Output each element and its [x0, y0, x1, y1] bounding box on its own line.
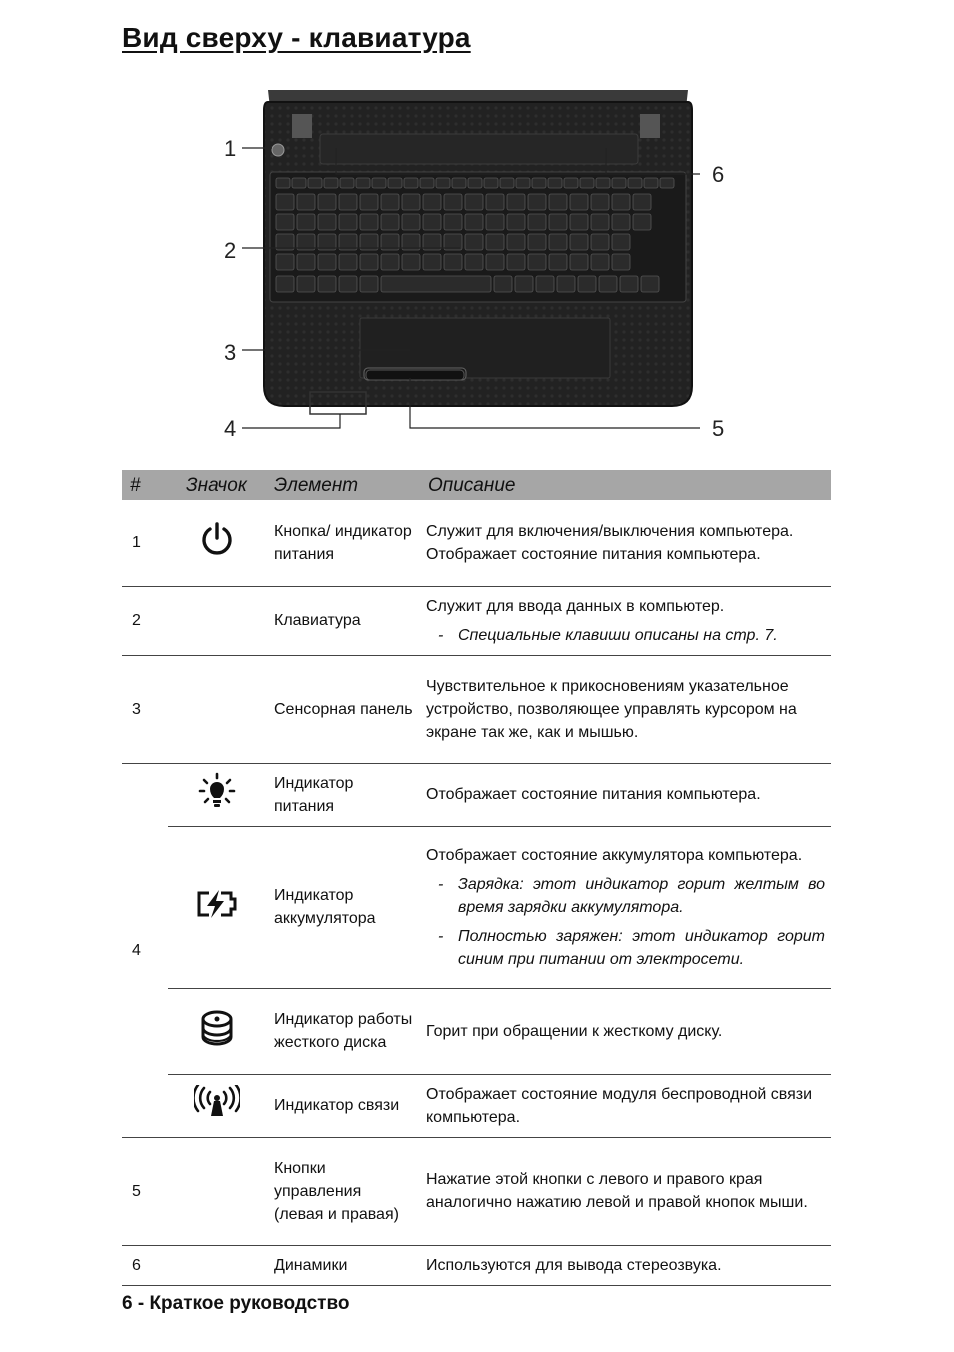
header-num: # [122, 470, 168, 500]
row-description: Отображает состояние аккумулятора компьютера. [426, 846, 803, 864]
keyboard-key [423, 254, 441, 270]
keyboard-key [360, 254, 378, 270]
keyboard-key [356, 178, 370, 188]
keyboard-key [276, 178, 290, 188]
keyboard-key [340, 178, 354, 188]
row-element: Кнопка/ индикатор питания [266, 500, 420, 586]
row-number: 1 [122, 500, 168, 586]
keyboard-key [436, 178, 450, 188]
keyboard-key [507, 254, 525, 270]
keyboard-key [516, 178, 530, 188]
keyboard-key [465, 234, 483, 250]
keyboard-key [381, 254, 399, 270]
keyboard-key [620, 276, 638, 292]
table-row [122, 655, 831, 763]
battery-charging-icon [195, 889, 239, 919]
keyboard-key [339, 254, 357, 270]
keyboard-key [549, 214, 567, 230]
keyboard-key [318, 254, 336, 270]
table-row [122, 826, 831, 988]
bullet-dash: - [438, 626, 444, 644]
callout-5: 5 [712, 416, 725, 441]
keyboard-key [360, 214, 378, 230]
row-element: Кнопки управления (левая и правая) [266, 1137, 420, 1245]
bullet-item [426, 873, 825, 919]
keyboard-key [570, 194, 588, 210]
keyboard-key [292, 178, 306, 188]
table-row [122, 1074, 831, 1137]
callout-1: 1 [224, 136, 237, 161]
keyboard-key [507, 194, 525, 210]
keyboard-key [591, 234, 609, 250]
table-row [122, 500, 831, 586]
keyboard-key [528, 194, 546, 210]
keyboard-key [641, 276, 659, 292]
row-description: Чувствительное к прикосновениям указательное устройство, позволяющее управлять курсором на экране так же, как и мышью. [420, 655, 831, 763]
bullet-item [426, 624, 825, 647]
keyboard-key [486, 254, 504, 270]
keyboard-key [564, 178, 578, 188]
keyboard-key [612, 234, 630, 250]
keyboard-key [660, 178, 674, 188]
header-element: Элемент [266, 470, 420, 500]
callout-6: 6 [712, 162, 725, 187]
keyboard-key [633, 214, 651, 230]
keyboard-key [549, 234, 567, 250]
keyboard-key [402, 214, 420, 230]
keyboard-key [318, 214, 336, 230]
keyboard-key [360, 194, 378, 210]
keyboard-key [536, 276, 554, 292]
keyboard-key [494, 276, 512, 292]
keyboard-key [339, 276, 357, 292]
keyboard-key [612, 194, 630, 210]
table-header [122, 470, 831, 500]
keyboard-key [276, 214, 294, 230]
wireless-icon [194, 1085, 240, 1119]
page-title: Вид сверху - клавиатура [122, 22, 471, 53]
keyboard-key [360, 276, 378, 292]
row-number: 3 [122, 655, 168, 763]
keyboard-key [402, 254, 420, 270]
power-button [272, 144, 284, 156]
keyboard-key [528, 214, 546, 230]
header-icon: Значок [168, 470, 266, 500]
hdd-icon [199, 1009, 235, 1047]
keyboard-key [486, 214, 504, 230]
keyboard-key [465, 194, 483, 210]
keyboard-key [596, 178, 610, 188]
keyboard-key [528, 234, 546, 250]
keyboard-key [388, 178, 402, 188]
bullet-text: Полностью заряжен: этот индикатор горит синим при питании от электросети. [458, 927, 825, 968]
keyboard-key [500, 178, 514, 188]
keyboard-key [381, 276, 491, 292]
keyboard-key [484, 178, 498, 188]
keyboard-key [420, 178, 434, 188]
keyboard-key [276, 254, 294, 270]
keyboard-key [633, 194, 651, 210]
keyboard-key [528, 254, 546, 270]
row-number: 4 [122, 763, 168, 1137]
keyboard-key [549, 194, 567, 210]
callout-3: 3 [224, 340, 237, 365]
keyboard-key [308, 178, 322, 188]
laptop-top-view-figure [220, 88, 740, 448]
row-description: Горит при обращении к жесткому диску. [420, 988, 831, 1074]
bullet-dash: - [438, 927, 444, 945]
keyboard-key [612, 178, 626, 188]
page-footer: 6 - Краткое руководство [122, 1293, 350, 1314]
keyboard-key [465, 254, 483, 270]
keyboard-key [276, 194, 294, 210]
keyboard-key [507, 234, 525, 250]
row-number: 5 [122, 1137, 168, 1245]
row-description: Служит для включения/выключения компьютера. Отображает состояние питания компьютера. [420, 500, 831, 586]
table-row [122, 1137, 831, 1245]
keyboard-key [444, 254, 462, 270]
row-number: 2 [122, 586, 168, 655]
keyboard-key [591, 214, 609, 230]
keyboard-key [381, 194, 399, 210]
row-element: Клавиатура [266, 586, 420, 655]
power-light-icon [198, 772, 236, 810]
keyboard-key [465, 214, 483, 230]
keyboard-key [297, 194, 315, 210]
keyboard-key [628, 178, 642, 188]
row-description: Отображает состояние модуля беспроводной связи компьютера. [420, 1074, 831, 1137]
touchpad-right-button [366, 370, 464, 380]
row-element: Индикатор аккумулятора [266, 826, 420, 988]
speaker-grille [320, 134, 638, 164]
keyboard-key [570, 234, 588, 250]
table-row [122, 586, 831, 655]
keyboard-key [515, 276, 533, 292]
keyboard-key [372, 178, 386, 188]
right-hinge [640, 114, 660, 138]
keyboard-key [402, 194, 420, 210]
bullet-dash: - [438, 875, 444, 893]
callout-2: 2 [224, 238, 237, 263]
row-element: Индикатор работы жесткого диска [266, 988, 420, 1074]
keyboard-key [423, 214, 441, 230]
bullet-text: Специальные клавиши описаны на стр. 7. [458, 626, 778, 644]
row-element: Индикатор связи [266, 1074, 420, 1137]
callout-4: 4 [224, 416, 237, 441]
keyboard-key [339, 214, 357, 230]
keyboard-key [297, 254, 315, 270]
keyboard-key [507, 214, 525, 230]
row-element: Индикатор питания [266, 763, 420, 826]
keyboard-key [591, 254, 609, 270]
keyboard-key [423, 194, 441, 210]
keyboard-key [276, 276, 294, 292]
keyboard-key [318, 276, 336, 292]
keyboard-key [548, 178, 562, 188]
table-row [122, 763, 831, 826]
left-hinge [292, 114, 312, 138]
keyboard-key [404, 178, 418, 188]
keyboard-key [381, 214, 399, 230]
keyboard-key [612, 254, 630, 270]
bullet-text: Зарядка: этот индикатор горит желтым во время зарядки аккумулятора. [458, 875, 825, 916]
keyboard-key [339, 194, 357, 210]
keyboard-key [324, 178, 338, 188]
keyboard-key [452, 178, 466, 188]
keyboard-key [444, 214, 462, 230]
row-description: Отображает состояние питания компьютера. [420, 763, 831, 826]
keyboard-key [644, 178, 658, 188]
power-icon [199, 521, 235, 557]
keyboard-key [532, 178, 546, 188]
keyboard-key [486, 194, 504, 210]
keyboard-key [444, 194, 462, 210]
keyboard-key [468, 178, 482, 188]
row-description: Служит для ввода данных в компьютер. [426, 597, 725, 615]
keyboard-key [580, 178, 594, 188]
row-element: Сенсорная панель [266, 655, 420, 763]
keyboard-key [486, 234, 504, 250]
header-description: Описание [420, 470, 831, 500]
row-description: Нажатие этой кнопки с левого и правого края аналогично нажатию левой и правой кнопок мыши. [420, 1137, 831, 1245]
keyboard-key [599, 276, 617, 292]
keyboard-key [612, 214, 630, 230]
keyboard-key [570, 254, 588, 270]
keyboard-key [578, 276, 596, 292]
keyboard-key [557, 276, 575, 292]
keyboard-key [570, 214, 588, 230]
laptop-illustration [220, 88, 740, 448]
table-row [122, 1245, 831, 1285]
row-description: Используются для вывода стереозвука. [420, 1245, 831, 1285]
components-table [122, 470, 831, 1286]
keyboard-key [318, 194, 336, 210]
bullet-item [426, 925, 825, 971]
row-number: 6 [122, 1245, 168, 1285]
keyboard-key [591, 194, 609, 210]
row-element: Динамики [266, 1245, 420, 1285]
keyboard-key [297, 276, 315, 292]
keyboard-key [549, 254, 567, 270]
keyboard-key [297, 214, 315, 230]
table-row [122, 988, 831, 1074]
